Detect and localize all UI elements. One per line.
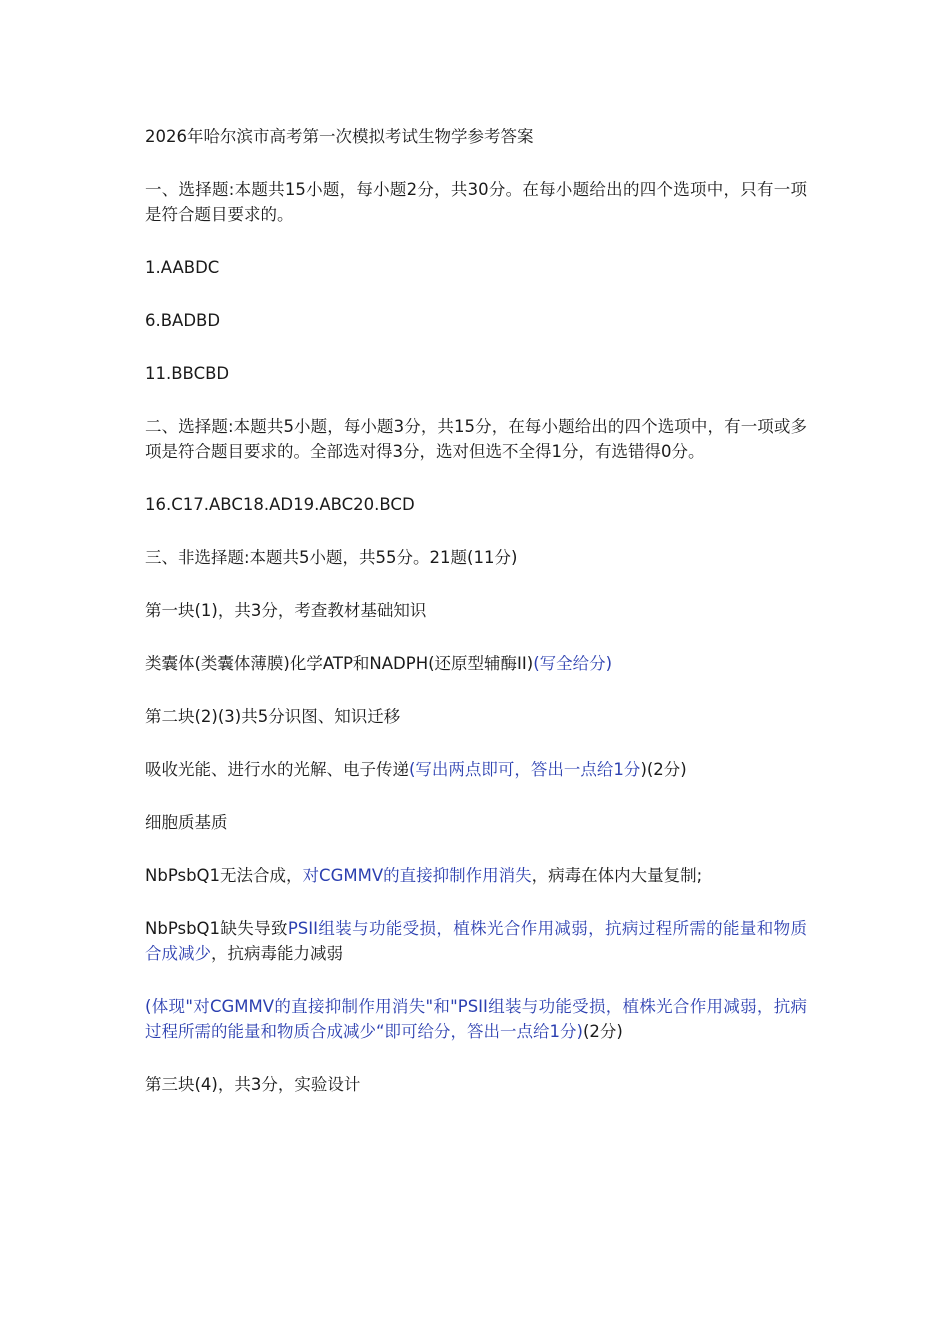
block1-note: (写全给分) — [533, 654, 613, 673]
block2-answer-2: 细胞质基质 — [145, 813, 228, 832]
block2-heading: 第二块(2)(3)共5分识图、知识迁移 — [145, 707, 401, 726]
block3-heading: 第三块(4)，共3分，实验设计 — [145, 1075, 361, 1094]
block2-note — [145, 994, 807, 1044]
block2-answer-4 — [145, 916, 807, 966]
section1-heading: 一、选择题:本题共15小题，每小题2分，共30分。在每小题给出的四个选项中，只有一项是符合题目要求的。 — [145, 180, 807, 224]
block2-answer-1-note: (写出两点即可，答出一点给1分 — [409, 760, 641, 779]
block2-answer-4-b: PSII组装与功能受损，植株光合作用减弱，抗病过程所需的能量和物质合成减少 — [145, 919, 807, 963]
block2-answer-3 — [145, 863, 807, 888]
answers-6-10: 6.BADBD — [145, 311, 221, 330]
block2-note-score: (2分) — [582, 1022, 623, 1041]
block2-answer-4-c: ，抗病毒能力减弱 — [211, 944, 343, 963]
block2-answer-4-a: NbPsbQ1缺失导致 — [145, 919, 288, 938]
document-title: 2026年哈尔滨市高考第一次模拟考试生物学参考答案 — [145, 127, 534, 146]
block2-answer-3-a: NbPsbQ1无法合成， — [145, 866, 303, 885]
block2-answer-1 — [145, 757, 807, 782]
block2-answer-3-b: 对CGMMV的直接抑制作用消失 — [302, 866, 532, 885]
answers-1-5: 1.AABDC — [145, 258, 220, 277]
block1-answer-text: 类囊体(类囊体薄膜)化学ATP和NADPH(还原型辅酶II) — [145, 654, 534, 673]
block2-answer-1-main: 吸收光能、进行水的光解、电子传递 — [145, 760, 409, 779]
block2-answer-1-score: )(2分) — [640, 760, 687, 779]
answers-16-20: 16.C17.ABC18.AD19.ABC20.BCD — [145, 495, 415, 514]
block1-heading: 第一块(1)，共3分，考查教材基础知识 — [145, 601, 427, 620]
block1-answer — [145, 651, 807, 676]
section2-heading: 二、选择题:本题共5小题，每小题3分，共15分，在每小题给出的四个选项中，有一项或多项是符合题目要求的。全部选对得3分，选对但选不全得1分，有选错得0分。 — [145, 417, 807, 461]
block2-answer-3-c: ，病毒在体内大量复制; — [531, 866, 703, 885]
block2-note-text: (体现"对CGMMV的直接抑制作用消失"和"PSII组装与功能受损，植株光合作用减弱，抗病过程所需的能量和物质合成减少“即可给分，答出一点给1分) — [145, 997, 807, 1041]
section3-heading: 三、非选择题:本题共5小题，共55分。21题(11分) — [145, 548, 518, 567]
answers-11-15: 11.BBCBD — [145, 364, 230, 383]
document-page — [145, 124, 807, 1125]
